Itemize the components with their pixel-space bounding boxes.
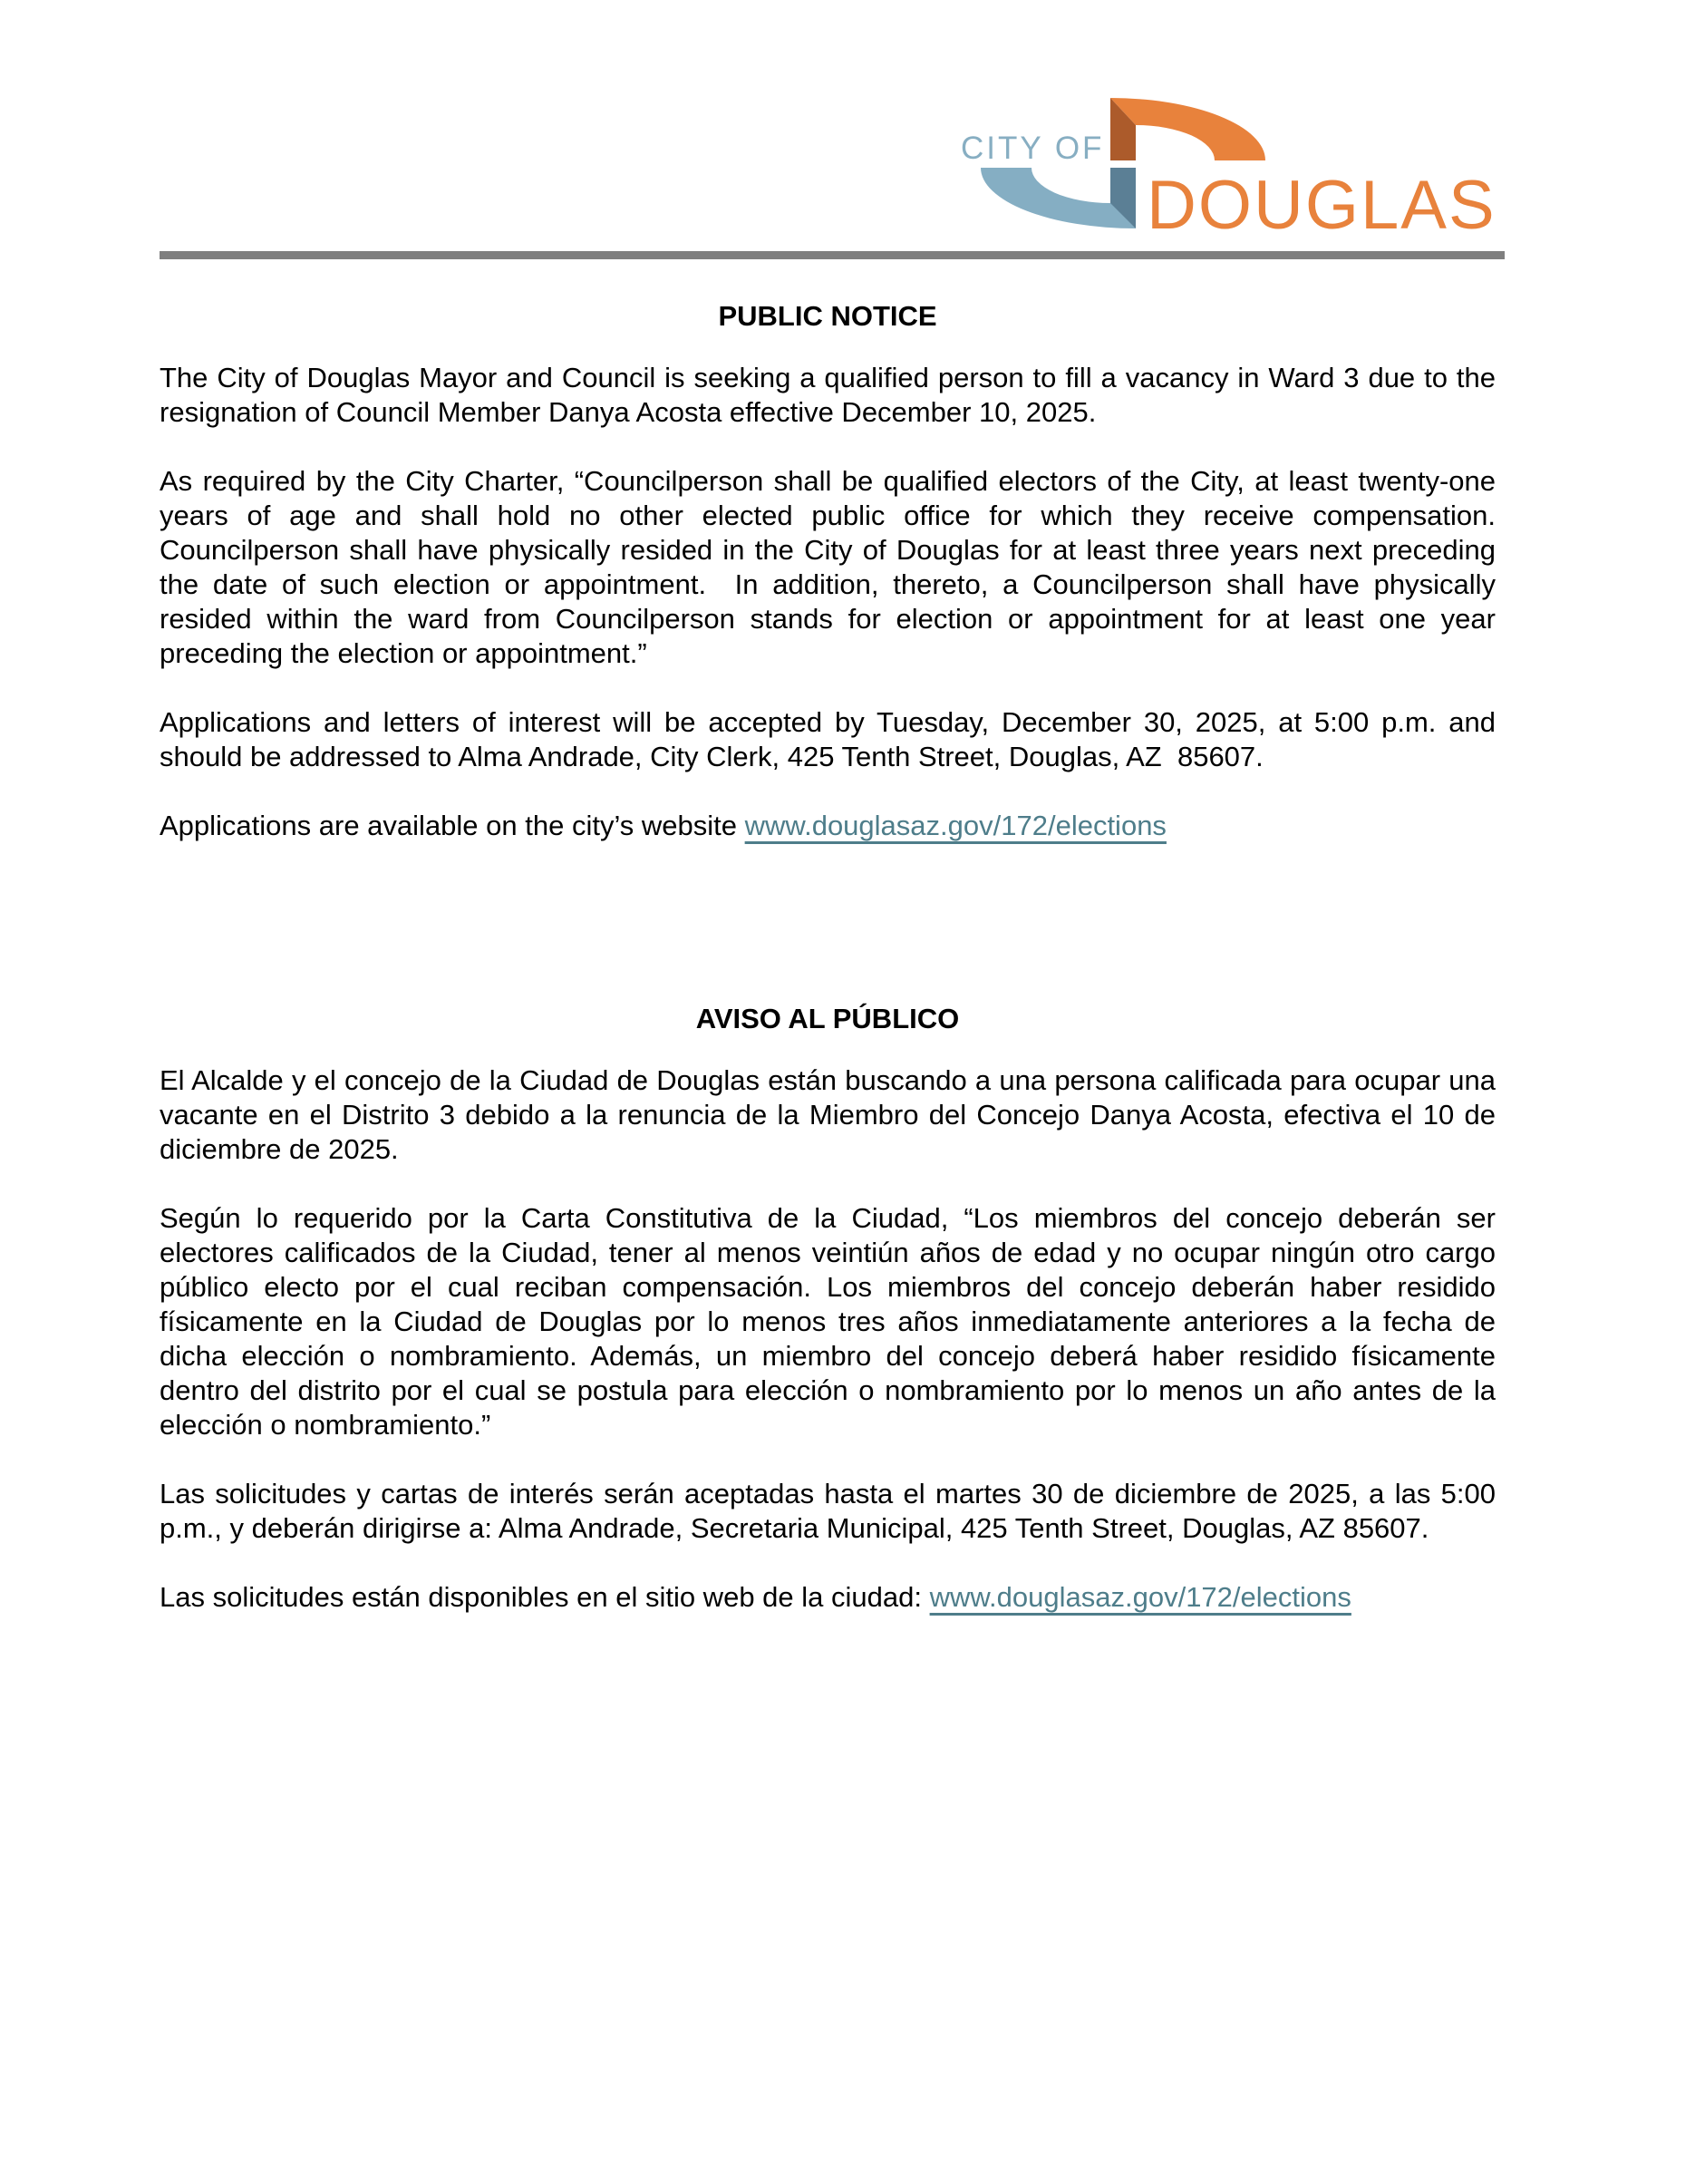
en-paragraph-applications: Applications and letters of interest will be accepted by Tuesday, December 30, 2025, at 5:00 p.m. and should be addressed to Alma Andrade, City Clerk, 425 Tenth Street, Douglas, AZ 85607. xyxy=(160,706,1504,772)
es-paragraph-website xyxy=(160,1580,1496,1615)
en-paragraph-charter: As required by the City Charter, “Councilperson shall be qualified electors of the City, at least twenty-one years of age and shall hold no other elected public office for which they receive compensation. Councilperson shall have physically resided in the City of Douglas for at least three years next preceding the date of such election or appointment. In addition, thereto, a Councilperson shall have physically resided within the ward from Councilperson stands for election or appointment for at least one year preceding the election or appointment.” xyxy=(160,465,1504,669)
aviso-al-publico-heading: AVISO AL PÚBLICO xyxy=(695,1003,960,1034)
en-paragraph-vacancy: The City of Douglas Mayor and Council is seeking a qualified person to fill a vacancy in Ward 3 due to the resignation of Council Member Danya Acosta effective December 10, 2025. xyxy=(160,362,1504,428)
en-website-prefix: Applications are available on the city’s website xyxy=(160,810,745,841)
logo-city-of-text: CITY OF xyxy=(961,131,1105,166)
logo-header xyxy=(0,0,1695,236)
public-notice-heading: PUBLIC NOTICE xyxy=(718,300,937,332)
es-paragraph-vacancy: El Alcalde y el concejo de la Ciudad de Douglas están buscando a una persona calificada para ocupar una vacante en el Distrito 3 debido a la renuncia de la Miembro del Concejo Danya Acosta, efectiva el 10 de diciembre de 2025. xyxy=(160,1064,1504,1165)
elections-link-es[interactable]: www.douglasaz.gov/172/elections xyxy=(929,1581,1351,1613)
city-of-douglas-logo xyxy=(961,68,1505,236)
es-paragraph-charter: Según lo requerido por la Carta Constitutiva de la Ciudad, “Los miembros del concejo deberán ser electores calificados de la Ciudad, tener al menos veintiún años de edad y no ocupar ningún otro cargo público electo por el cual reciban compensación. Los miembros del concejo deberán haber residido físicamente en la Ciudad de Douglas por lo menos tres años inmediatamente anteriores a la fecha de dicha elección o nombramiento. Además, un miembro del concejo deberá haber residido físicamente dentro del distrito por el cual se postula para elección o nombramiento por lo menos un año antes de la elección o nombramiento.” xyxy=(160,1202,1504,1441)
es-website-prefix: Las solicitudes están disponibles en el sitio web de la ciudad: xyxy=(160,1581,930,1613)
notice-body xyxy=(160,299,1504,1615)
en-paragraph-website xyxy=(160,809,1496,843)
elections-link-en[interactable]: www.douglasaz.gov/172/elections xyxy=(744,810,1167,841)
divider-rule xyxy=(160,251,1505,259)
es-paragraph-applications: Las solicitudes y cartas de interés serán aceptadas hasta el martes 30 de diciembre de 2025, a las 5:00 p.m., y deberán dirigirse a: Alma Andrade, Secretaria Municipal, 425 Tenth Street, Douglas, AZ 85607. xyxy=(160,1478,1504,1544)
logo-douglas-text: DOUGLAS xyxy=(1147,167,1496,236)
